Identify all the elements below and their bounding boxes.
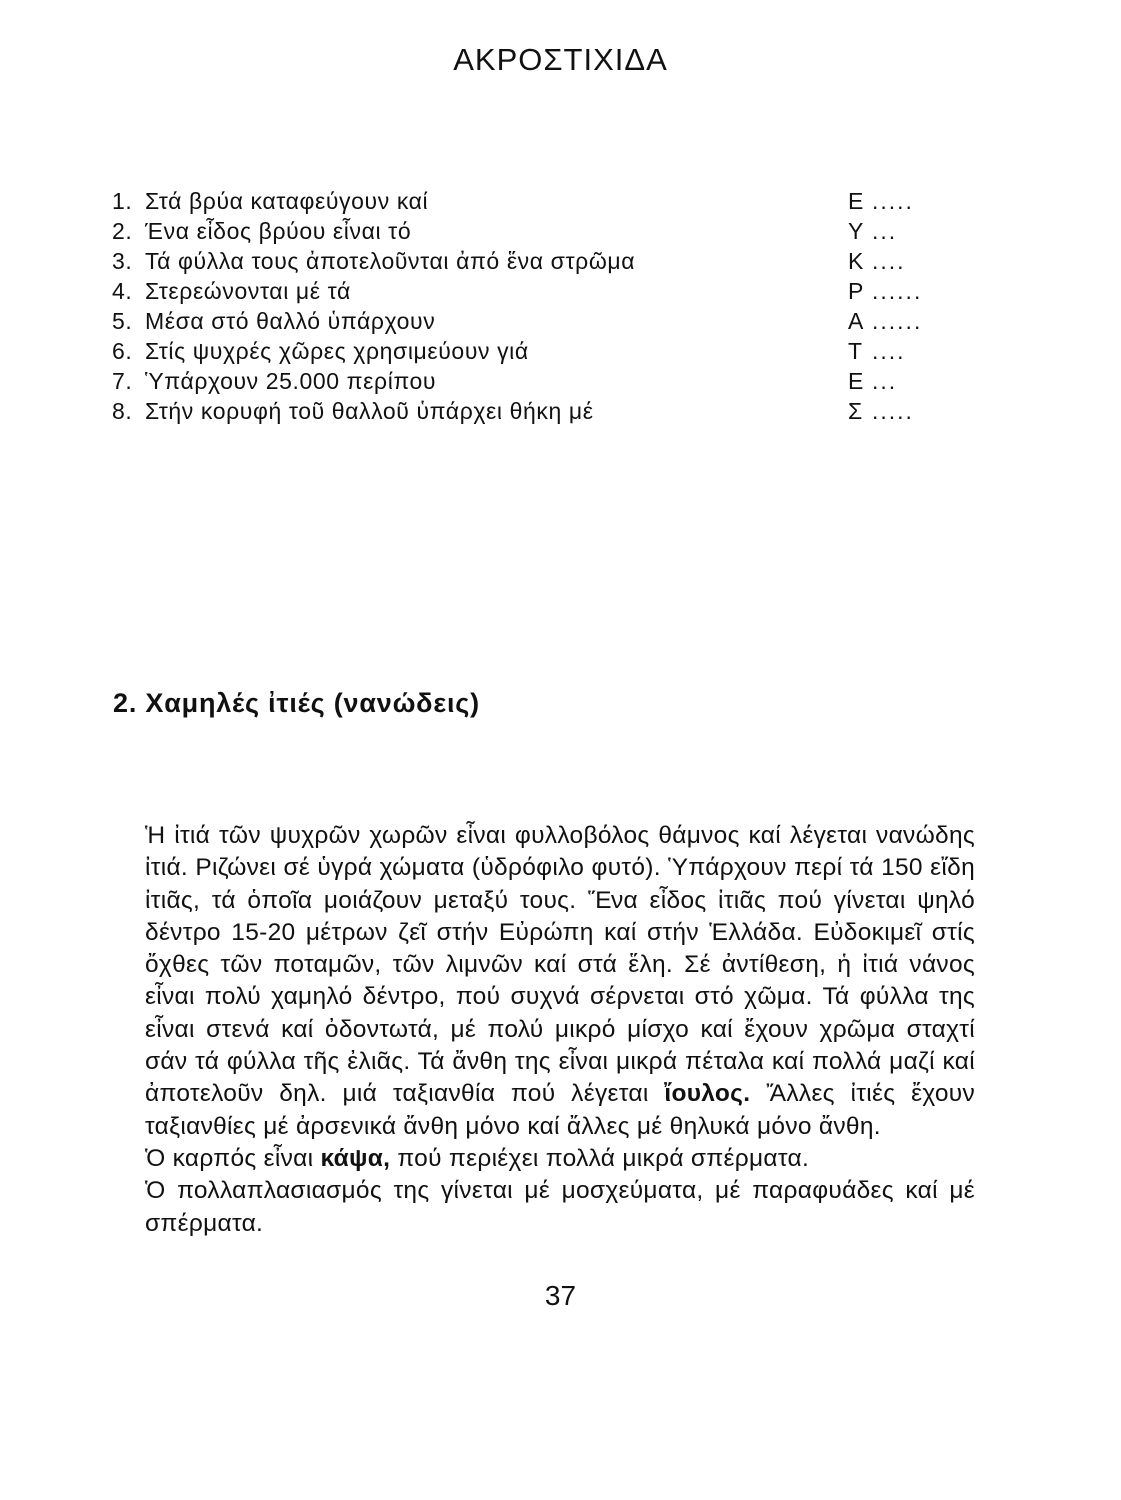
row-number: 7.: [112, 368, 133, 394]
row-letter: Τ: [848, 338, 863, 364]
row-letter: Α: [848, 308, 864, 334]
row-clue: Στίς ψυχρές χῶρες χρησιμεύουν γιά: [145, 338, 529, 364]
page-title: ΑΚΡΟΣΤΙΧΙΔΑ: [453, 42, 668, 77]
row-clue: Στά βρύα καταφεύγουν καί: [145, 188, 429, 214]
paragraph: [145, 1143, 975, 1175]
row-number: 1.: [112, 188, 133, 214]
row-letter: Ε: [848, 188, 864, 214]
acrostic-row: [112, 216, 962, 246]
row-clue: Στήν κορυφή τοῦ θαλλοῦ ὑπάρχει θήκη μέ: [145, 398, 594, 424]
row-blanks: ....: [872, 338, 906, 364]
row-number: 4.: [112, 278, 133, 304]
row-blanks: ...: [872, 218, 898, 244]
row-clue: Τά φύλλα τους ἀποτελοῦνται ἀπό ἕνα στρῶμα: [145, 248, 636, 274]
row-blanks: ....: [872, 248, 906, 274]
row-blanks: ...: [872, 368, 898, 394]
row-letter: Κ: [848, 248, 864, 274]
row-number: 3.: [112, 248, 133, 274]
row-letter: Ρ: [848, 278, 864, 304]
acrostic-puzzle: [112, 186, 962, 426]
paragraph-text: Ὁ καρπός εἶναι: [145, 1144, 314, 1172]
row-number: 8.: [112, 398, 133, 424]
bold-term: ἴουλος.: [664, 1080, 751, 1108]
section-body: [145, 820, 975, 1240]
acrostic-row: [112, 186, 962, 216]
paragraph: [145, 820, 975, 1143]
acrostic-row: [112, 396, 962, 426]
acrostic-row: [112, 276, 962, 306]
acrostic-row: [112, 246, 962, 276]
bold-term: κάψα,: [320, 1144, 391, 1172]
row-blanks: ......: [872, 278, 923, 304]
row-number: 2.: [112, 218, 133, 244]
acrostic-row: [112, 366, 962, 396]
paragraph-text: πού περιέχει πολλά μικρά σπέρματα.: [397, 1144, 810, 1172]
row-letter: Ε: [848, 368, 864, 394]
paragraph-text: Ἡ ἰτιά τῶν ψυχρῶν χωρῶν εἶναι φυλλοβόλος θάμνος καί λέγεται νανώδης ἰτιά. Ριζώνει σέ ὑγρά χώματα (ὑδρόφιλο φυτό). Ὑπάρχουν περί τά 150 εἴδη ἰτιᾶς, τά ὁποῖα μοιάζουν μεταξύ τους. Ἕνα εἶδος ἰτιᾶς πού γίνεται ψηλό δέντρο 15-20 μέτρων ζεῖ στήν Εὐρώπη καί στήν Ἑλλάδα. Εὐδοκιμεῖ στίς ὄχθες τῶν ποταμῶν, τῶν λιμνῶν καί στά ἕλη. Σέ ἀντίθεση, ἡ ἰτιά νάνος εἶναι πολύ χαμηλό δέντρο, πού συχνά σέρνεται στό χῶμα. Τά φύλλα της εἶναι στενά καί ὀδοντωτά, μέ πολύ μικρό μίσχο καί ἔχουν χρῶμα σταχτί σάν τά φύλλα τῆς ἐλιᾶς. Τά ἄνθη της εἶναι μικρά πέταλα καί πολλά μαζί καί ἀποτελοῦν δηλ. μιά ταξιανθία πού λέγεται: [145, 822, 975, 1108]
row-blanks: .....: [872, 398, 914, 424]
acrostic-row: [112, 306, 962, 336]
row-blanks: .....: [872, 188, 914, 214]
row-clue: Μέσα στό θαλλό ὑπάρχουν: [145, 308, 436, 334]
paragraph-text: Ἄλλες ἰτιές ἔχουν ταξιανθίες μέ ἀρσενικά ἄνθη μόνο καί ἄλλες μέ θηλυκά μόνο ἄνθη.: [145, 1080, 976, 1140]
row-number: 6.: [112, 338, 133, 364]
row-letter: Σ: [848, 398, 863, 424]
row-blanks: ......: [872, 308, 923, 334]
row-clue: Ένα εἶδος βρύου εἶναι τό: [145, 218, 412, 244]
page-number: 37: [544, 1280, 577, 1311]
acrostic-row: [112, 336, 962, 366]
row-clue: Ὑπάρχουν 25.000 περίπου: [145, 368, 437, 394]
row-number: 5.: [112, 308, 133, 334]
paragraph: Ὁ πολλαπλασιασμός της γίνεται μέ μοσχεύματα, μέ παραφυάδες καί μέ σπέρματα.: [145, 1177, 975, 1237]
row-clue: Στερεώνονται μέ τά: [145, 278, 351, 304]
row-letter: Υ: [848, 218, 864, 244]
section-heading: 2. Χαμηλές ἰτιές (νανώδεις): [113, 688, 480, 718]
